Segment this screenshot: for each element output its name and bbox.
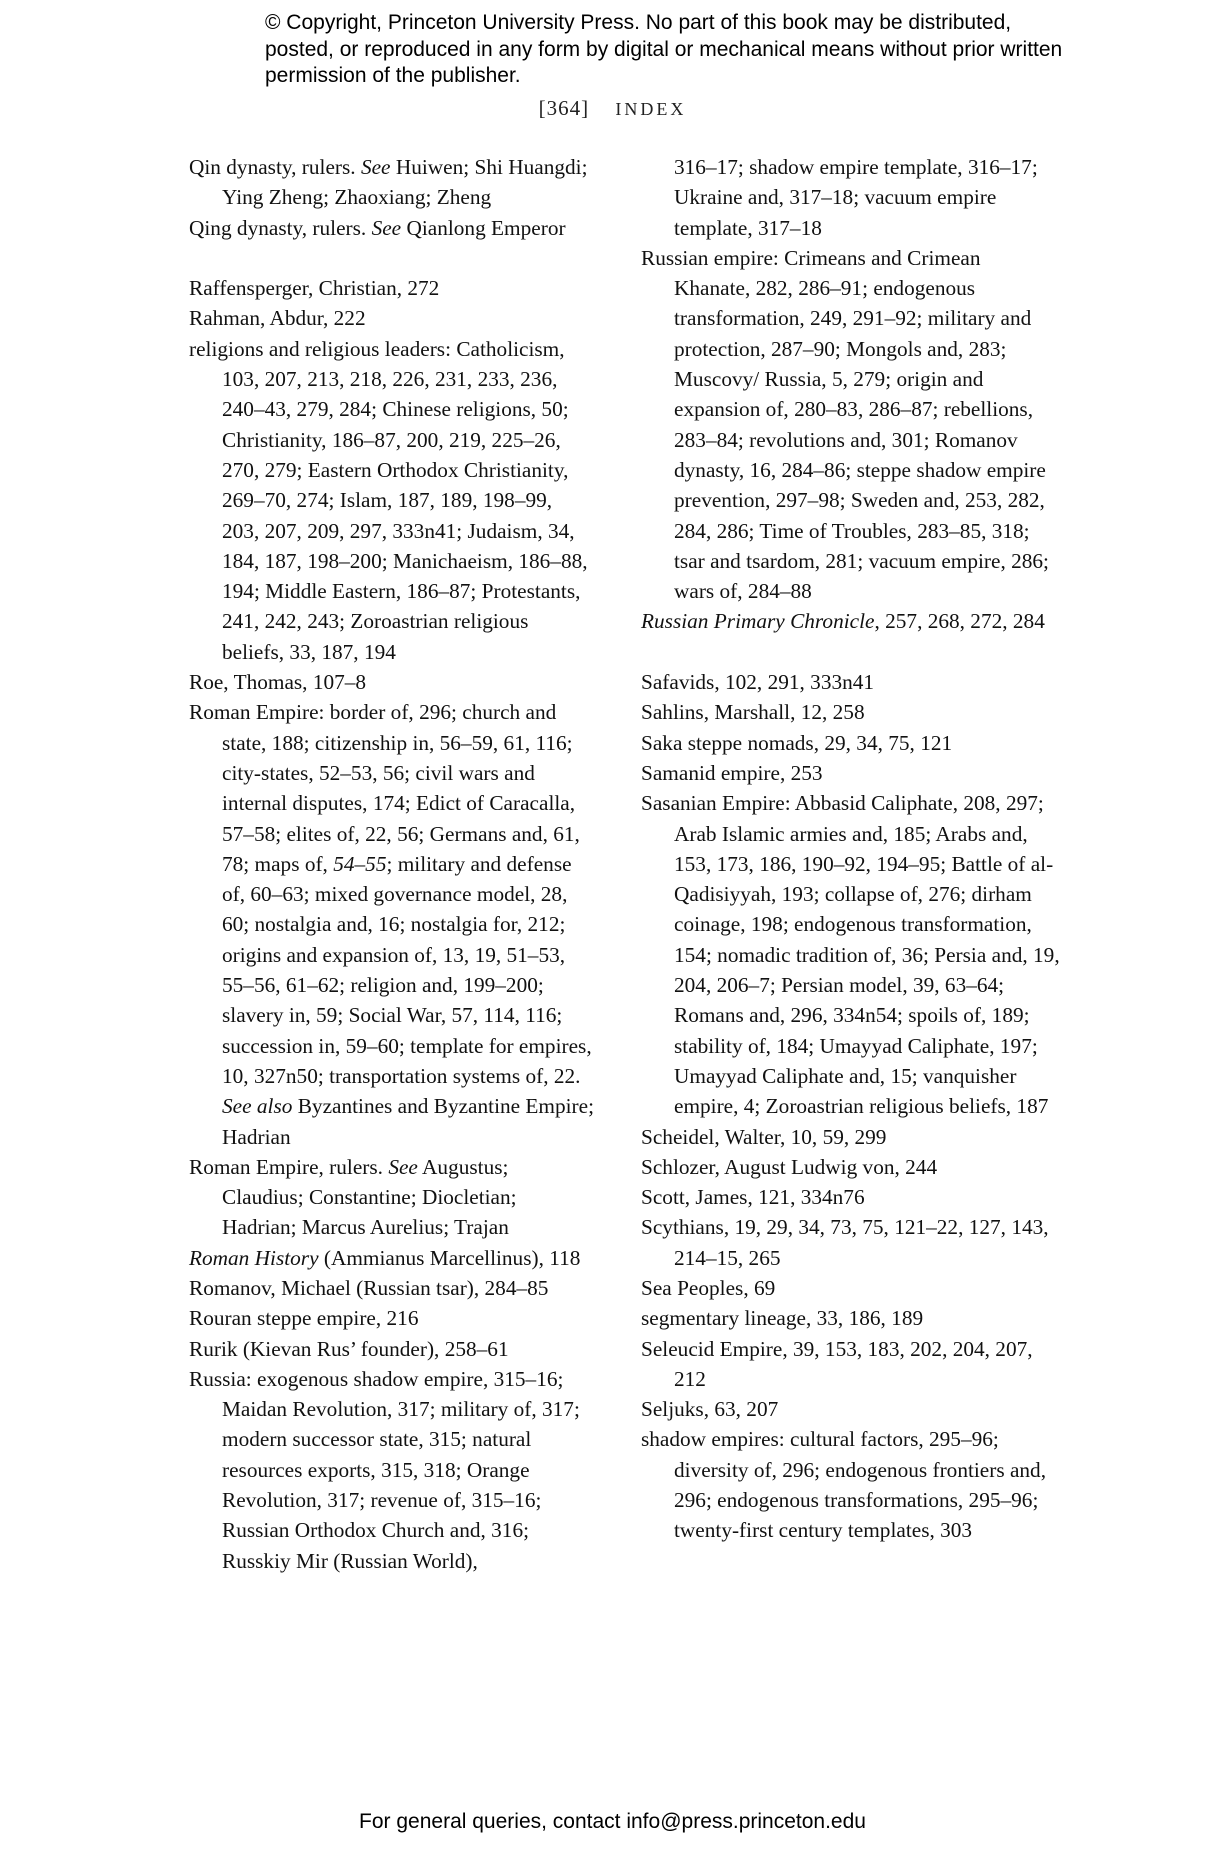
index-entry: religions and religious leaders: Catholicism, 103, 207, 213, 218, 226, 231, 233, 236, 240–43, 279, 284; Chinese religions, 50; Christianity, 186–87, 200, 219, 225–26, 270, 279; Eastern Orthodox Christianity, 269–70, 274; Islam, 187, 189, 198–99, 203, 207, 209, 297, 333n41; Judaism, 34, 184, 187, 198–200; Manichaeism, 186–88, 194; Middle Eastern, 186–87; Protestants, 241, 242, 243; Zoroastrian religious beliefs, 33, 187, 194 — [189, 336, 588, 664]
index-entry: Roe, Thomas, 107–8 — [189, 670, 367, 695]
index-entry: Sea Peoples, 69 — [641, 1275, 776, 1300]
page-number: [364] — [538, 96, 590, 120]
letter-group-gap — [189, 243, 594, 273]
index-entry-continued: 316–17; shadow empire template, 316–17; Ukraine and, 317–18; vacuum empire template, 317–18 — [674, 155, 1038, 240]
index-entry: Romanov, Michael (Russian tsar), 284–85 — [189, 1275, 549, 1300]
index-entry: Samanid empire, 253 — [641, 760, 823, 785]
index-entry: Seljuks, 63, 207 — [641, 1397, 779, 1422]
index-entry: Schlozer, August Ludwig von, 244 — [641, 1154, 938, 1179]
index-entry: Russian Primary Chronicle, 257, 268, 272, 284 — [641, 609, 1045, 634]
index-entry: Rouran steppe empire, 216 — [189, 1306, 419, 1331]
index-entry: shadow empires: cultural factors, 295–96; diversity of, 296; endogenous frontiers and, 296; endogenous transformations, 295–96; twenty-first century templates, 303 — [641, 1427, 1047, 1543]
index-entry: Roman Empire: border of, 296; church and state, 188; citizenship in, 56–59, 61, 116; city-states, 52–53, 56; civil wars and internal disputes, 174; Edict of Caracalla, 57–58; elites of, 22, 56; Germans and, 61, 78; maps of, 54–55; military and defense of, 60–63; mixed governance model, 28, 60; nostalgia and, 16; nostalgia for, 212; origins and expansion of, 13, 19, 51–53, 55–56, 61–62; religion and, 199–200; slavery in, 59; Social War, 57, 114, 116; succession in, 59–60; template for empires, 10, 327n50; transportation systems of, 22. See also Byzantines and Byzantine Empire; Hadrian — [189, 700, 595, 1149]
index-column-right — [641, 152, 1061, 1546]
index-entry: Russia: exogenous shadow empire, 315–16; Maidan Revolution, 317; military of, 317; modern successor state, 315; natural resources exports, 315, 318; Orange Revolution, 317; revenue of, 315–16; Russian Orthodox Church and, 316; Russkiy Mir (Russian World), — [189, 1366, 580, 1573]
footer-contact: For general queries, contact info@press.princeton.edu — [359, 1810, 866, 1833]
index-entry: Seleucid Empire, 39, 153, 183, 202, 204, 207, 212 — [641, 1336, 1033, 1391]
letter-group-gap — [641, 637, 1061, 667]
index-entry: Scott, James, 121, 334n76 — [641, 1185, 865, 1210]
index-entry: Scheidel, Walter, 10, 59, 299 — [641, 1124, 887, 1149]
index-entry: Rurik (Kievan Rus’ founder), 258–61 — [189, 1336, 509, 1361]
index-entry: Roman History (Ammianus Marcellinus), 118 — [189, 1245, 581, 1270]
index-column-left — [189, 152, 594, 1576]
index-entry: Scythians, 19, 29, 34, 73, 75, 121–22, 127, 143, 214–15, 265 — [641, 1215, 1049, 1270]
index-entry: Qing dynasty, rulers. See Qianlong Emperor — [189, 215, 566, 240]
index-entry: Rahman, Abdur, 222 — [189, 306, 366, 331]
copyright-notice: © Copyright, Princeton University Press. No part of this book may be distributed, posted, or reproduced in any form by digital or mechanical means without prior written permission of the publisher. — [265, 11, 1063, 87]
index-entry: Russian empire: Crimeans and Crimean Khanate, 282, 286–91; endogenous transformation, 249, 291–92; military and protection, 287–90; Mongols and, 283; Muscovy/ Russia, 5, 279; origin and expansion of, 280–83, 286–87; rebellions, 283–84; revolutions and, 301; Romanov dynasty, 16, 284–86; steppe shadow empire prevention, 297–98; Sweden and, 253, 282, 284, 286; Time of Troubles, 283–85, 318; tsar and tsardom, 281; vacuum empire, 286; wars of, 284–88 — [641, 245, 1049, 604]
running-head — [0, 96, 1225, 121]
index-entry: Saka steppe nomads, 29, 34, 75, 121 — [641, 730, 953, 755]
index-entry: segmentary lineage, 33, 186, 189 — [641, 1306, 924, 1331]
index-entry: Safavids, 102, 291, 333n41 — [641, 670, 875, 695]
index-entry: Sasanian Empire: Abbasid Caliphate, 208, 297; Arab Islamic armies and, 185; Arabs and, 153, 173, 186, 190–92, 194–95; Battle of al-Qadisiyyah, 193; collapse of, 276; dirham coinage, 198; endogenous transformation, 154; nomadic tradition of, 36; Persia and, 19, 204, 206–7; Persian model, 39, 63–64; Romans and, 296, 334n54; spoils of, 189; stability of, 184; Umayyad Caliphate, 197; Umayyad Caliphate and, 15; vanquisher empire, 4; Zoroastrian religious beliefs, 187 — [641, 791, 1060, 1119]
index-entry: Raffensperger, Christian, 272 — [189, 276, 440, 301]
index-entry: Sahlins, Marshall, 12, 258 — [641, 700, 865, 725]
index-entry: Qin dynasty, rulers. See Huiwen; Shi Huangdi; Ying Zheng; Zhaoxiang; Zheng — [189, 155, 588, 210]
index-entry: Roman Empire, rulers. See Augustus; Claudius; Constantine; Diocletian; Hadrian; Marcus Aurelius; Trajan — [189, 1154, 517, 1240]
section-title: INDEX — [615, 99, 687, 119]
